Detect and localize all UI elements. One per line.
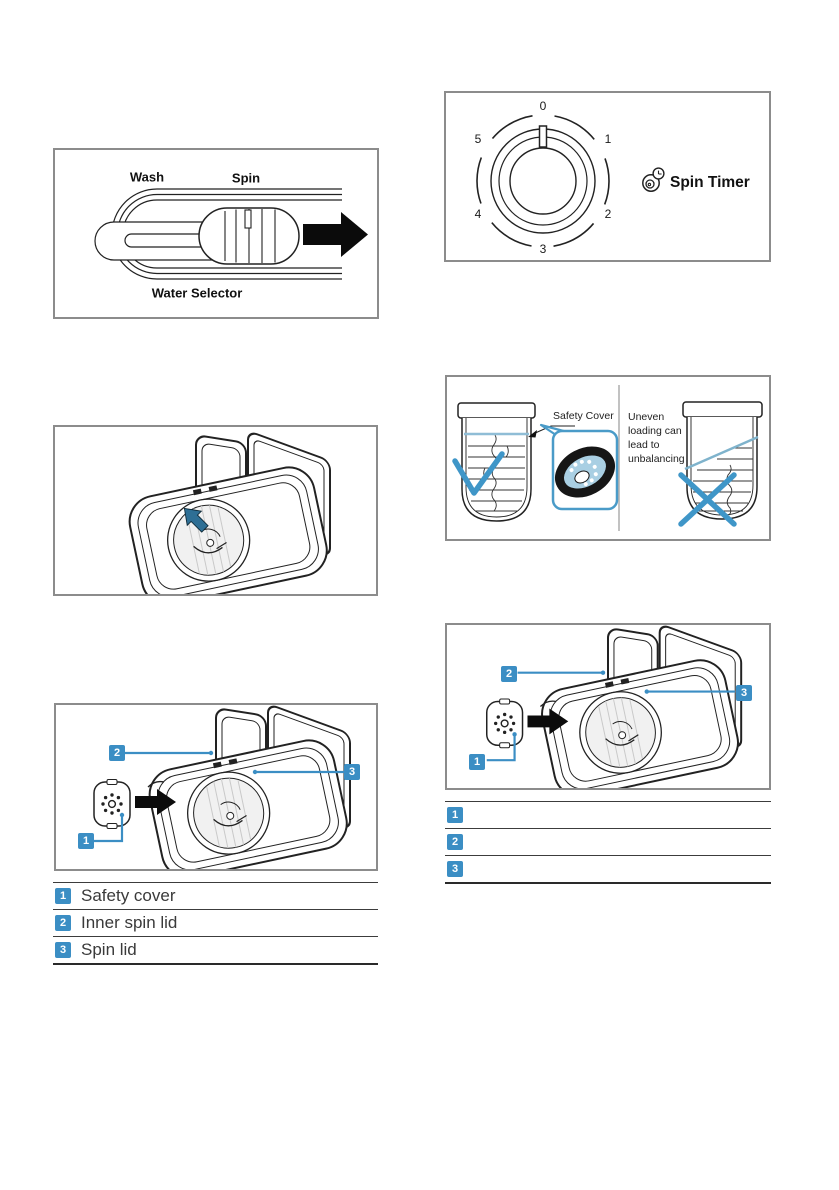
dial-number-0: 0 [539,99,547,113]
safety-cover-part-drawing [94,780,130,829]
right-arrow-icon [303,212,368,257]
dial-number-3: 3 [539,242,547,256]
dial-marker [540,126,547,147]
wash-label: Wash [129,169,165,185]
spiral-clock-icon [643,168,664,191]
table-row [445,801,771,828]
safety-cover-label: Safety Cover [553,410,614,422]
callout-2: 2 [109,745,125,761]
row-num-badge: 2 [447,834,463,850]
parts-legend-left [53,882,378,965]
callout-3: 3 [736,685,752,701]
legend-num-badge: 1 [55,888,71,904]
legend-row [53,936,378,965]
spin-timer-panel [444,91,771,262]
callout-1: 1 [469,754,485,770]
callout-3: 3 [344,764,360,780]
uneven-loading-note: Uneven loading can lead to unbalancing [628,411,685,465]
spin-label: Spin [231,170,261,186]
callout-1: 1 [78,833,94,849]
legend-row [53,882,378,909]
washer-parts-panel-right [445,623,771,790]
parts-table-right [445,801,771,884]
dial-number-2: 2 [604,207,612,221]
table-row [445,855,771,884]
washer-overview-panel [53,425,378,596]
washer-parts-illustration [447,625,769,788]
loading-diagram [447,377,769,539]
spin-timer-label: Spin Timer [670,174,750,191]
washer-parts-illustration [56,705,376,869]
legend-label: Spin lid [81,940,137,959]
legend-label: Safety cover [81,886,176,905]
legend-num-badge: 3 [55,942,71,958]
legend-num-badge: 2 [55,915,71,931]
callout-2: 2 [501,666,517,682]
legend-label: Inner spin lid [81,913,178,932]
legend-row [53,909,378,936]
selector-knob-drawing [199,208,299,264]
row-num-badge: 3 [447,861,463,877]
dial-number-1: 1 [604,132,612,146]
table-row [445,828,771,855]
washer-illustration [55,427,376,594]
safety-cover-detail-drawing [541,425,618,509]
washer-parts-panel-left [54,703,378,871]
dial-number-5: 5 [474,132,482,146]
loading-safety-panel [445,375,771,541]
row-num-badge: 1 [447,807,463,823]
water-selector-caption: Water Selector [151,285,243,301]
safety-cover-part-drawing [487,699,523,748]
water-selector-panel [53,148,379,319]
dial-number-4: 4 [474,207,482,221]
